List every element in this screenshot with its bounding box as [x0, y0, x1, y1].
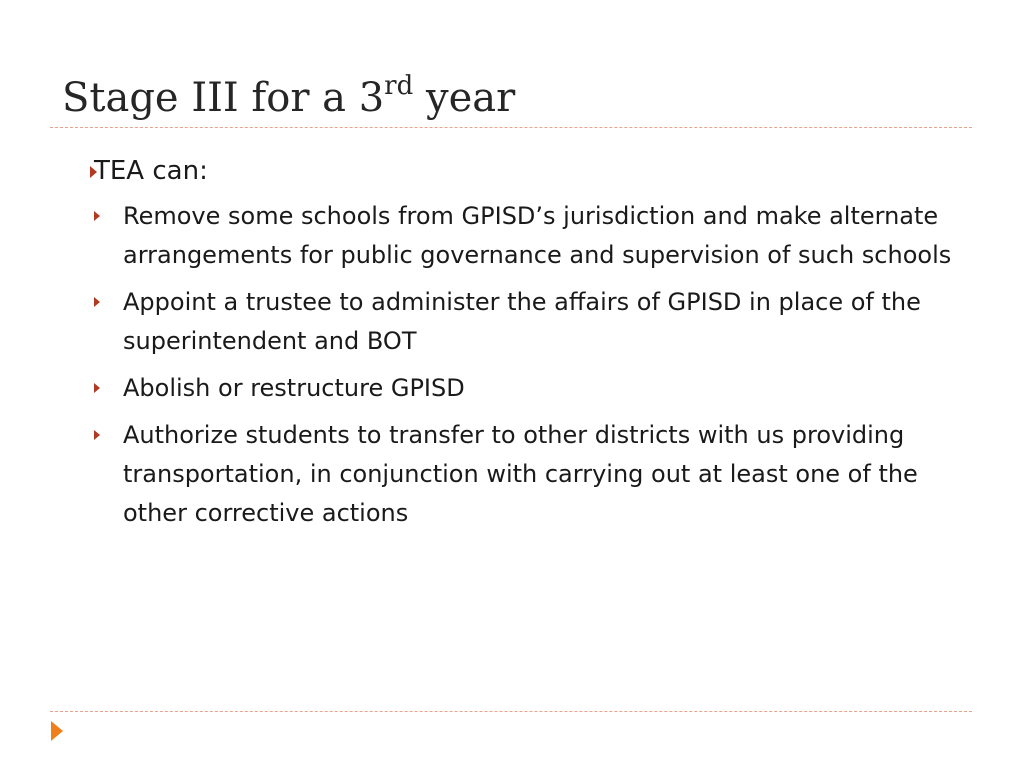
title-superscript: rd [384, 71, 414, 101]
caret-right-icon [94, 297, 100, 307]
bottom-dashed-divider [50, 711, 972, 712]
caret-right-icon [94, 211, 100, 221]
title-main: Stage III for a 3 [62, 75, 385, 121]
level2-bullet-text: Abolish or restructure GPISD [123, 374, 465, 402]
level1-bullet-text: TEA can: [94, 156, 208, 186]
level2-bullet-text: Authorize students to transfer to other districts with us providing transportation, in conjunction with carrying out at least one of the other corrective actions [123, 421, 918, 527]
play-triangle-icon [51, 721, 63, 741]
level2-bullet-item [92, 197, 962, 275]
level2-bullet-item [92, 416, 962, 533]
caret-right-icon [94, 383, 100, 393]
level2-bullet-text: Remove some schools from GPISD’s jurisdiction and make alternate arrangements for public governance and supervision of such schools [123, 202, 952, 269]
caret-right-icon [94, 430, 100, 440]
level2-bullet-list [92, 197, 962, 541]
level2-bullet-text: Appoint a trustee to administer the affairs of GPISD in place of the superintendent and BOT [123, 288, 921, 355]
title-end: year [413, 75, 516, 121]
level2-bullet-item [92, 369, 962, 408]
level2-bullet-item [92, 283, 962, 361]
